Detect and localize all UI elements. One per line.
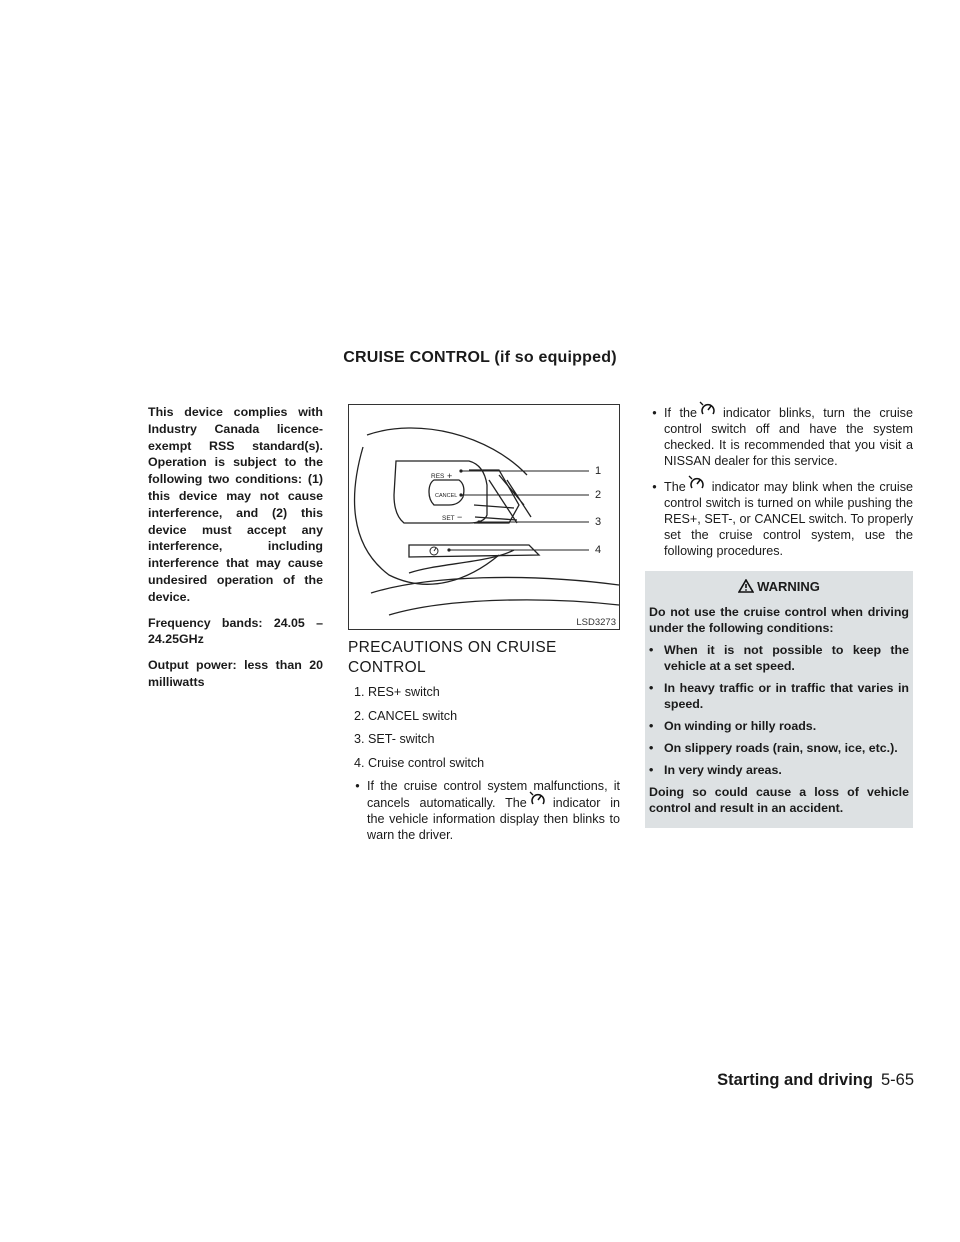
res-label: RES (431, 473, 445, 480)
warning-item: • In heavy traffic or in traffic that varies in speed. (649, 681, 909, 711)
warning-heading: WARNING (649, 579, 909, 594)
frequency-text: Frequency bands: 24.05 – 24.25GHz (148, 615, 323, 647)
cruise-indicator-icon (686, 478, 712, 492)
list-item: 4. Cruise control switch (354, 755, 485, 770)
list-item: 2. CANCEL switch (354, 708, 458, 723)
steering-wheel-illustration (349, 405, 619, 629)
warning-intro: Do not use the cruise control when driving under the following conditions: (649, 605, 909, 635)
output-power-text: Output power: less than 20 milliwatts (148, 658, 323, 689)
warning-outro: Doing so could cause a loss of vehicle control and result in an accident. (649, 785, 909, 815)
page-number: 5-65 (880, 1071, 914, 1089)
precautions-heading: PRECAUTIONS ON CRUISE CONTROL (348, 639, 557, 676)
list-item: 3. SET- switch (354, 732, 435, 746)
page-footer (717, 1071, 914, 1090)
callout-2: 2 (595, 489, 602, 501)
figure-code: LSD3273 (576, 617, 616, 628)
left-column (148, 404, 323, 700)
chapter-title: Starting and driving (717, 1071, 873, 1089)
warning-box (645, 571, 913, 828)
right-column (645, 404, 913, 828)
compliance-text: This device complies with Industry Canada licence-exempt RSS standard(s). Operation is subject to the following two conditions: (1) this device may not cause interference, and (2) this device must accept any interference, including interference that may cause undesired operation of the device. (148, 405, 323, 604)
warning-item: • When it is not possible to keep the vehicle at a set speed. (649, 643, 909, 673)
indicator-may-blink-bullet: • The indicator may blink when the cruise control switch is turned on while pushing the RES+, SET-, or CANCEL switch. To properly set the cruise control system, use the following procedures. (645, 478, 913, 559)
warning-triangle-icon (738, 579, 754, 593)
malfunction-bullet: • If the cruise control system malfunctions, it cancels automatically. The indicator in the vehicle information display then blinks to warn the driver. (355, 779, 621, 842)
svg-text:−: − (457, 512, 463, 522)
warning-item: • On winding or hilly roads. (649, 719, 817, 733)
middle-column (348, 404, 620, 852)
warning-item: • On slippery roads (rain, snow, ice, etc.). (649, 741, 898, 755)
callout-1: 1 (595, 465, 602, 477)
indicator-blinks-bullet: • If the indicator blinks, turn the cruise control switch off and have the system checked. It is recommended that you visit a NISSAN dealer for this service. (645, 404, 913, 469)
steering-switch-figure (348, 404, 620, 630)
cruise-indicator-icon (527, 794, 553, 808)
switch-list (348, 684, 620, 771)
warning-item: • In very windy areas. (649, 763, 782, 777)
callout-3: 3 (595, 516, 602, 528)
list-item: 1. RES+ switch (354, 685, 440, 699)
set-label: SET (442, 515, 455, 522)
callout-4: 4 (595, 544, 602, 556)
section-title: CRUISE CONTROL (if so equipped) (343, 349, 617, 366)
cruise-indicator-icon (697, 404, 723, 418)
svg-text:+: + (447, 471, 453, 481)
cancel-label: CANCEL (435, 493, 458, 499)
